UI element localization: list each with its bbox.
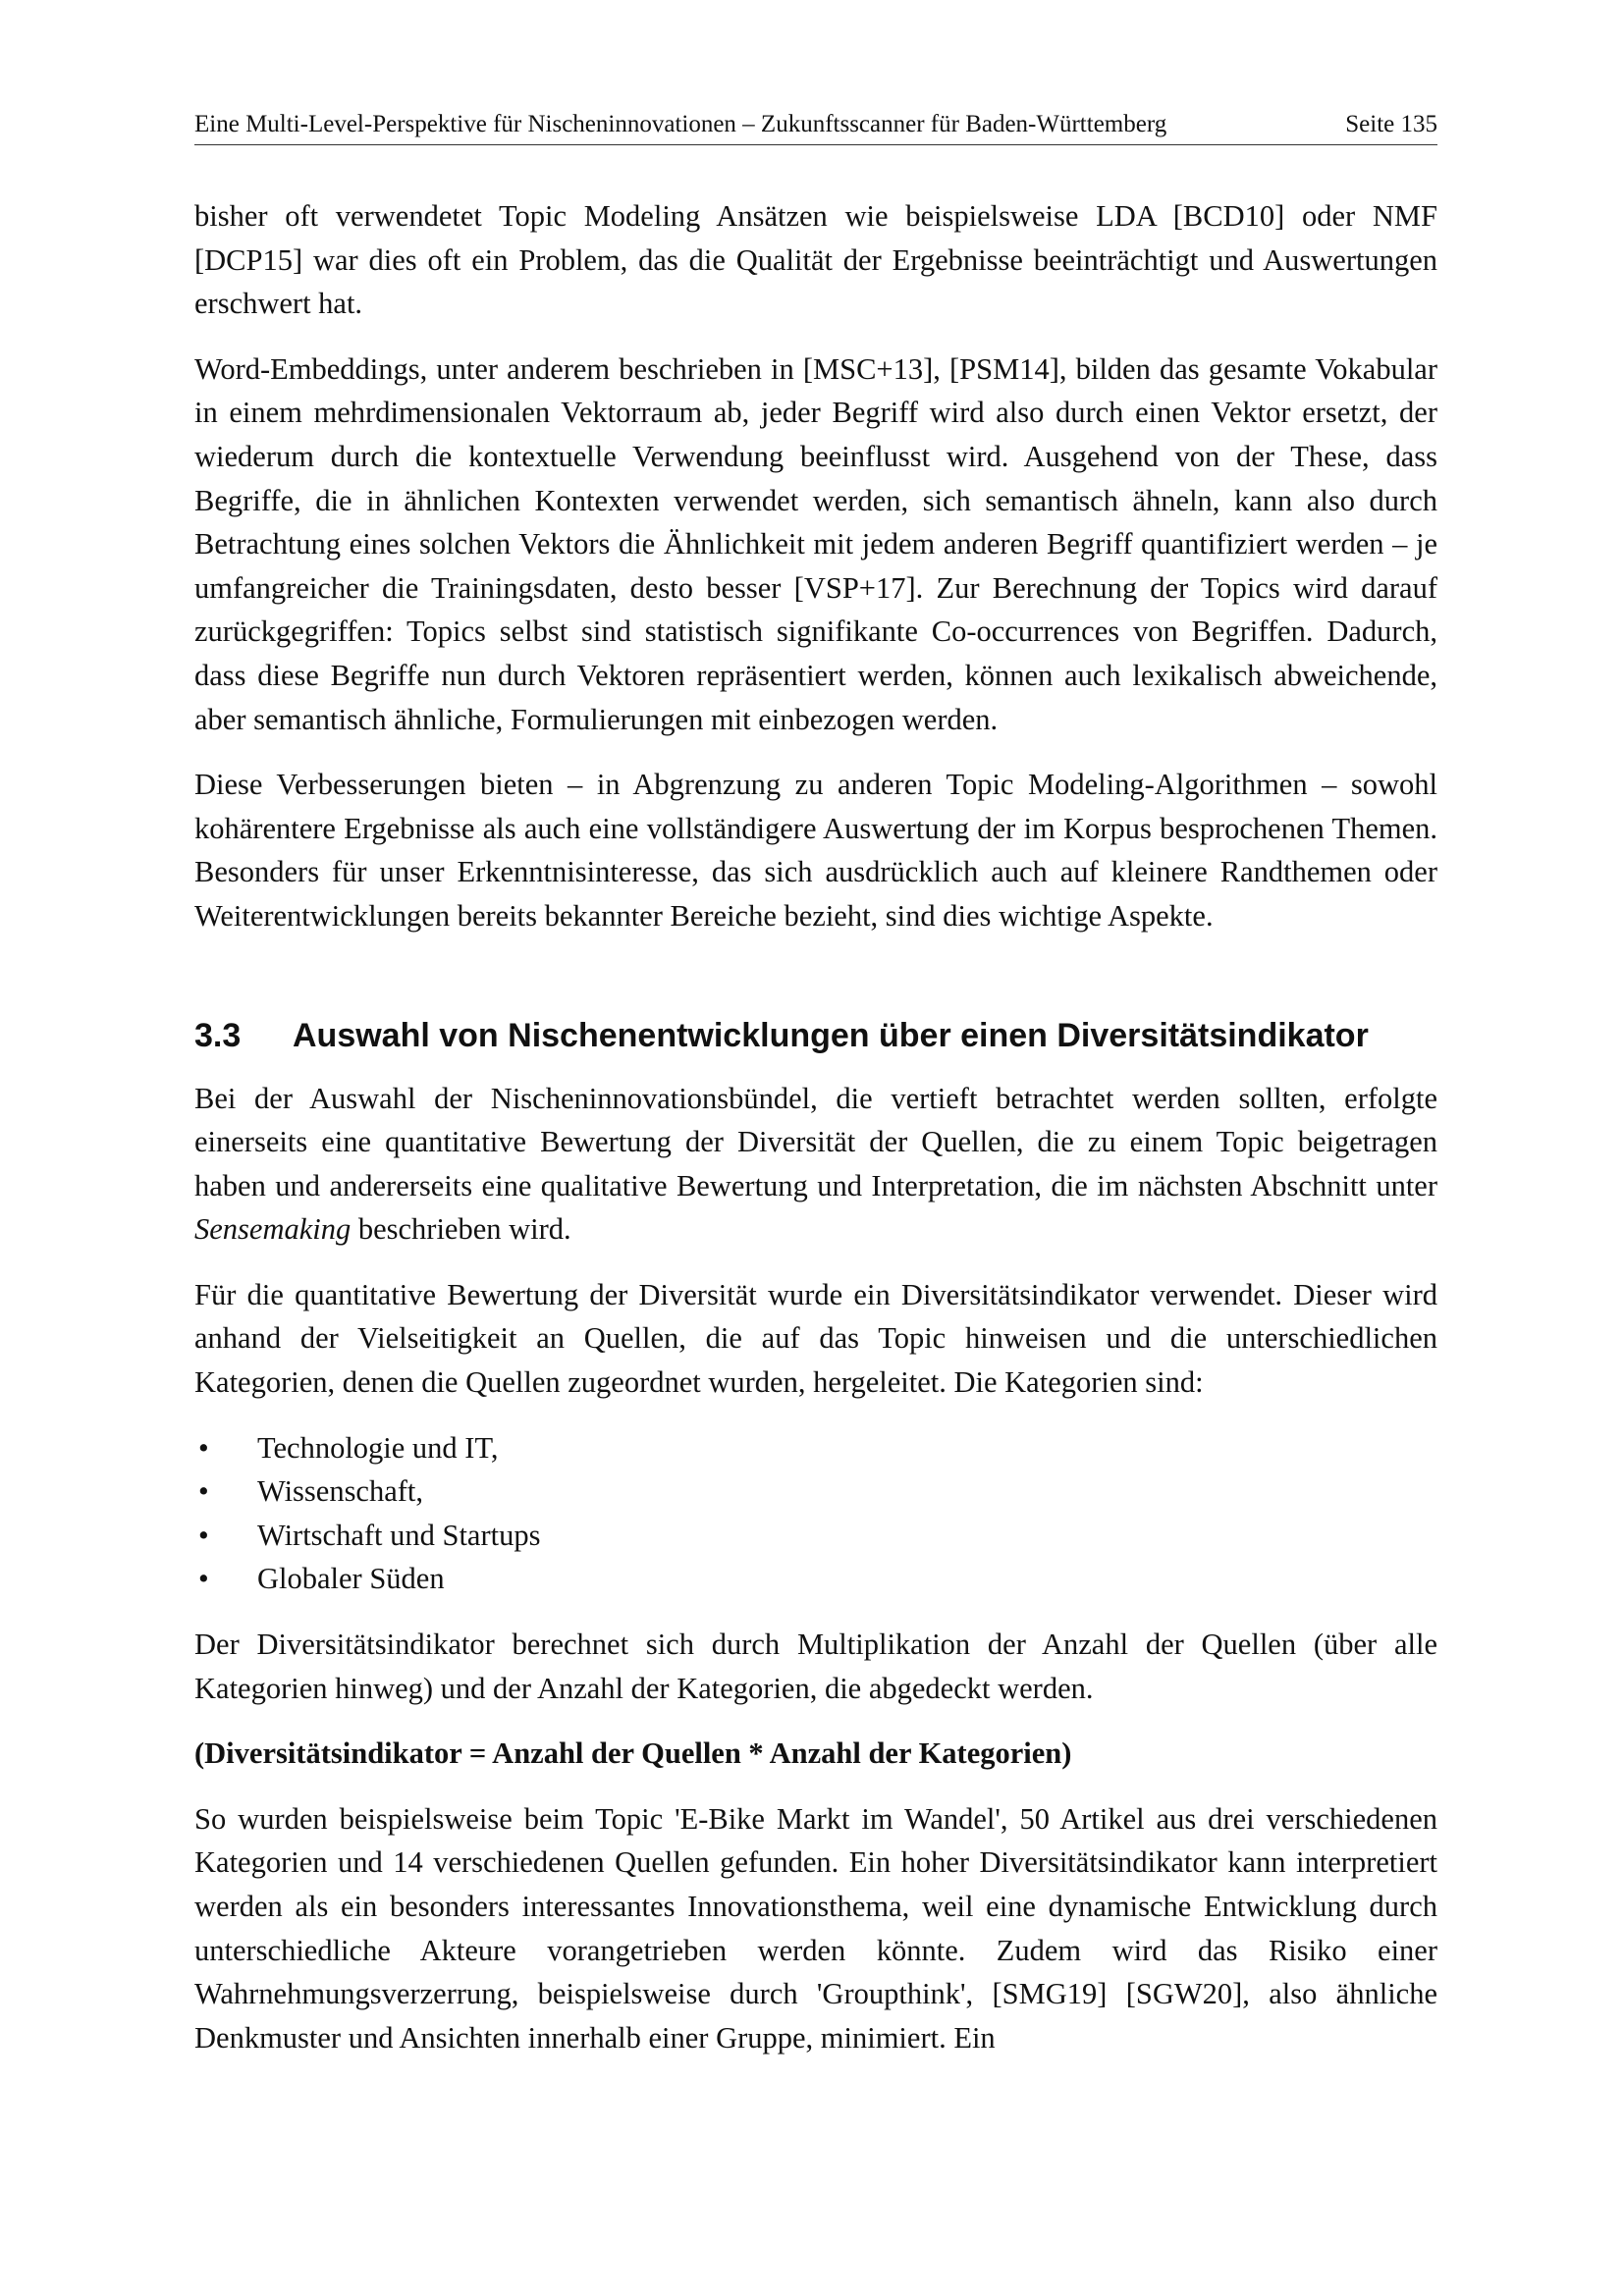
formula: (Diversitätsindikator = Anzahl der Quellen * Anzahl der Kategorien) — [194, 1736, 1072, 1771]
section-number: 3.3 — [194, 1016, 242, 1054]
header-title: Eine Multi-Level-Perspektive für Nischeninnovationen – Zukunftsscanner für Baden-Württemberg — [194, 111, 1167, 137]
paragraph-4-emphasis: Sensemaking — [194, 1212, 352, 1247]
bullet-icon: • — [198, 1430, 209, 1465]
paragraph-2: Word-Embeddings, unter anderem beschrieben in [MSC+13], [PSM14], bilden das gesamte Vokabular in einem mehrdimensionalen Vektorraum ab, jeder Begriff wird also durch einen Vektor ersetzt, der wiederum durch die kontextuelle Verwendung beeinflusst wird. Ausgehend von der These, dass Begriffe, die in ähnlichen Kontexten verwendet werden, sich semantisch ähneln, kann also durch Betrachtung eines solchen Vektors die Ähnlichkeit mit jedem anderen Begriff quantifiziert werden – je umfangreicher die Trainingsdaten, desto besser [VSP+17]. Zur Berechnung der Topics wird darauf zurückgegriffen: Topics selbst sind statistisch signifikante Co-occurrences von Begriffen. Dadurch, dass diese Begriffe nun durch Vektoren repräsentiert werden, können auch lexikalisch abweichende, aber semantisch ähnliche, Formulierungen mit einbezogen werden. — [194, 351, 1437, 736]
list-item-label: Wirtschaft und Startups — [257, 1518, 541, 1552]
paragraph-4 — [194, 1077, 1437, 1252]
paragraph-6: Der Diversitätsindikator berechnet sich durch Multiplikation der Anzahl der Quellen (über alle Kategorien hinweg) und der Anzahl der Kategorien, die abgedeckt werden. — [194, 1628, 1437, 1705]
paragraph-3: Diese Verbesserungen bieten – in Abgrenzung zu anderen Topic Modeling-Algorithmen – sowohl kohärentere Ergebnisse als auch eine vollständigere Auswertung der im Korpus besprochenen Themen. Besonders für unser Erkenntnisinteresse, das sich ausdrücklich auch auf kleinere Randthemen oder Weiterentwicklungen bereits bekannter Bereiche bezieht, sind dies wichtige Aspekte. — [194, 768, 1437, 933]
paragraph-4-end: beschrieben wird. — [357, 1212, 571, 1247]
bullet-icon: • — [198, 1518, 209, 1552]
page-number: Seite 135 — [1345, 111, 1437, 137]
list-item — [194, 1557, 1437, 1601]
body-text — [194, 194, 1437, 2059]
paragraph-4-text: Bei der Auswahl der Nischeninnovationsbündel, die vertieft betrachtet werden sollten, erfolgte einerseits eine quantitative Bewertung der Diversität der Quellen, die zu einem Topic beigetragen haben und andererseits eine qualitative Bewertung und Interpretation, die im nächsten Abschnitt unter — [194, 1081, 1437, 1202]
document-page — [194, 0, 1437, 2296]
section-heading — [194, 1013, 1437, 1058]
paragraph-5: Für die quantitative Bewertung der Diversität wurde ein Diversitätsindikator verwendet. Dieser wird anhand der Vielseitigkeit an Quellen, die auf das Topic hinweisen und die unterschiedlichen Kategorien, denen die Quellen zugeordnet wurden, hergeleitet. Die Kategorien sind: — [194, 1277, 1437, 1400]
bullet-icon: • — [198, 1474, 209, 1509]
list-item — [194, 1514, 1437, 1558]
section-title: Auswahl von Nischenentwicklungen über einen Diversitätsindikator — [293, 1016, 1369, 1054]
bullet-icon: • — [198, 1562, 209, 1596]
paragraph-1: bisher oft verwendetet Topic Modeling Ansätzen wie beispielsweise LDA [BCD10] oder NMF [DCP15] war dies oft ein Problem, das die Qualität der Ergebnisse beeinträchtigt und Auswertungen erschwert hat. — [194, 199, 1437, 321]
list-item-label: Technologie und IT, — [257, 1430, 499, 1465]
list-item-label: Globaler Süden — [257, 1562, 445, 1596]
paragraph-7: So wurden beispielsweise beim Topic 'E-Bike Markt im Wandel', 50 Artikel aus drei verschiedenen Kategorien und 14 verschiedenen Quellen gefunden. Ein hoher Diversitätsindikator kann interpretiert werden als ein besonders interessantes Innovationsthema, weil eine dynamische Entwicklung durch unterschiedliche Akteure vorangetrieben werden könnte. Zudem wird das Risiko einer Wahrnehmungsverzerrung, beispielsweise durch 'Groupthink', [SMG19] [SGW20], also ähnliche Denkmuster und Ansichten innerhalb einer Gruppe, minimiert. Ein — [194, 1801, 1437, 2055]
list-item — [194, 1426, 1437, 1470]
list-item-label: Wissenschaft, — [257, 1474, 424, 1509]
category-list — [194, 1426, 1437, 1601]
list-item — [194, 1469, 1437, 1514]
running-header — [194, 110, 1437, 145]
